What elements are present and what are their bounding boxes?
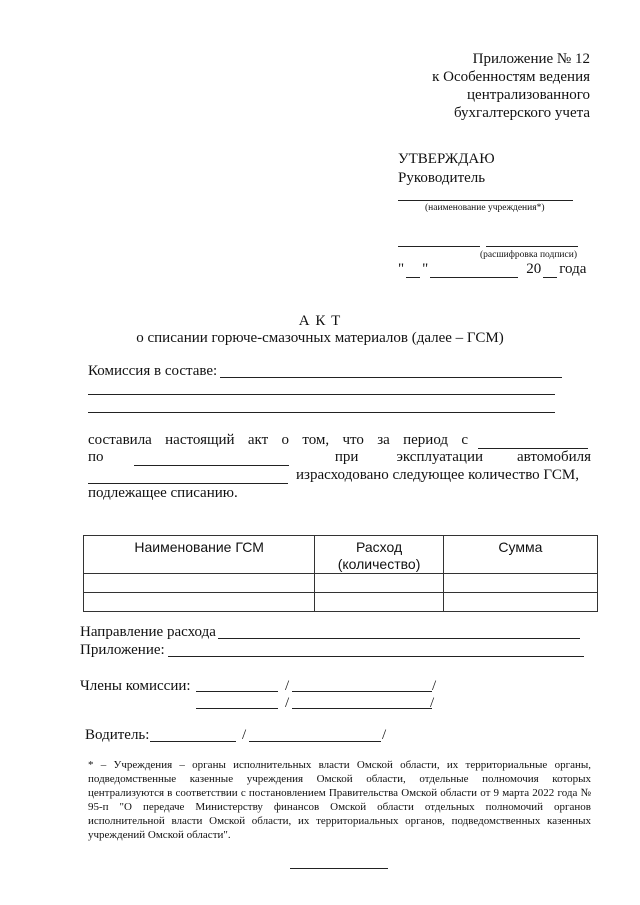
date-quote-close: " xyxy=(422,261,429,277)
body-pri: при xyxy=(334,449,359,465)
member-1-slash-end: / xyxy=(432,678,437,694)
table-row xyxy=(84,593,598,612)
body-auto: автомобиля xyxy=(517,449,591,465)
date-quote-open: " xyxy=(398,261,405,277)
header-consumption-line2: (количество) xyxy=(337,556,421,572)
member-2-slash-end: / xyxy=(430,695,435,711)
header-consumption-line1: Расход xyxy=(355,539,403,555)
end-rule xyxy=(290,868,388,869)
attachment-label: Приложение: xyxy=(80,642,165,658)
member-1-signature-line[interactable] xyxy=(196,691,278,692)
header-gsm-name: Наименование ГСМ xyxy=(84,536,315,574)
signature-line[interactable] xyxy=(398,246,480,247)
date-year-prefix: 20 xyxy=(526,261,542,277)
appendix-block xyxy=(290,50,590,122)
date-month-field[interactable] xyxy=(430,263,518,278)
period-end-field[interactable] xyxy=(134,451,289,466)
member-1-name-line[interactable] xyxy=(292,691,432,692)
approve-title: УТВЕРЖДАЮ xyxy=(398,151,495,167)
member-2-name-line[interactable] xyxy=(292,708,432,709)
appendix-line-4: бухгалтерского учета xyxy=(453,105,590,121)
direction-line[interactable] xyxy=(218,638,580,639)
commission-line-1[interactable] xyxy=(220,377,562,378)
org-name-line[interactable] xyxy=(398,200,573,201)
table-header-row xyxy=(84,536,598,574)
header-consumption xyxy=(315,536,444,574)
driver-slash: / xyxy=(242,727,247,743)
footnote: * – Учреждения – органы исполнительных власти Омской области, их территориальные органы, подведомственные казенные учреждения Омской области, отдельные полномочия которых централизуются в соответствии с постановлением Правительства Омской области от 9 марта 2022 года № 95-п "О передаче Министерству финансов Омской области отдельных полномочий органов исполнительной власти Омской области, их территориальных органов, подведомственных казенных учреждений Омской области". xyxy=(88,759,591,841)
signature-decode-caption: (расшифровка подписи) xyxy=(480,250,577,260)
date-year-suffix: года xyxy=(559,261,587,277)
vehicle-field[interactable] xyxy=(88,469,288,484)
body-line-3 xyxy=(88,466,579,484)
body-exp: эксплуатации xyxy=(396,449,484,465)
direction-label: Направление расхода xyxy=(80,624,216,640)
cell-consumption[interactable] xyxy=(315,593,444,612)
approve-date-row xyxy=(398,260,586,278)
appendix-line-3: централизованного xyxy=(467,87,590,103)
table-row xyxy=(84,574,598,593)
body-line-3-text: израсходовано следующее количество ГСМ, xyxy=(296,467,580,483)
header-sum: Сумма xyxy=(443,536,597,574)
appendix-line-2: к Особенностям ведения xyxy=(432,69,590,85)
member-2-signature-line[interactable] xyxy=(196,708,278,709)
body-line-4: подлежащее списанию. xyxy=(88,485,238,501)
date-day-field[interactable] xyxy=(406,263,420,278)
cell-sum[interactable] xyxy=(443,593,597,612)
approve-role: Руководитель xyxy=(398,170,486,186)
body-po: по xyxy=(88,449,104,465)
appendix-line-1: Приложение № 12 xyxy=(472,51,590,67)
date-year-field[interactable] xyxy=(543,263,557,278)
cell-gsm-name[interactable] xyxy=(84,574,315,593)
member-1-slash: / xyxy=(285,678,290,694)
org-name-caption: (наименование учреждения*) xyxy=(425,203,545,213)
cell-sum[interactable] xyxy=(443,574,597,593)
commission-line-3[interactable] xyxy=(88,412,555,413)
driver-label: Водитель: xyxy=(85,727,150,743)
driver-name-line[interactable] xyxy=(249,741,381,742)
gsm-table xyxy=(83,535,598,612)
driver-signature-line[interactable] xyxy=(150,741,236,742)
driver-slash-end: / xyxy=(382,727,387,743)
act-title: А К Т xyxy=(298,313,342,329)
signature-decode-line[interactable] xyxy=(486,246,578,247)
commission-line-2[interactable] xyxy=(88,394,555,395)
period-start-field[interactable] xyxy=(478,434,588,449)
member-2-slash: / xyxy=(285,695,290,711)
act-subtitle: о списании горюче-смазочных материалов (далее – ГСМ) xyxy=(136,330,504,346)
body-line-1-text: составила настоящий акт о том, что за период с xyxy=(88,432,468,448)
body-line-1 xyxy=(88,431,591,449)
cell-gsm-name[interactable] xyxy=(84,593,315,612)
commission-label: Комиссия в составе: xyxy=(88,363,218,379)
cell-consumption[interactable] xyxy=(315,574,444,593)
members-label: Члены комиссии: xyxy=(80,678,191,694)
attachment-line[interactable] xyxy=(168,656,584,657)
body-line-2 xyxy=(88,448,591,466)
